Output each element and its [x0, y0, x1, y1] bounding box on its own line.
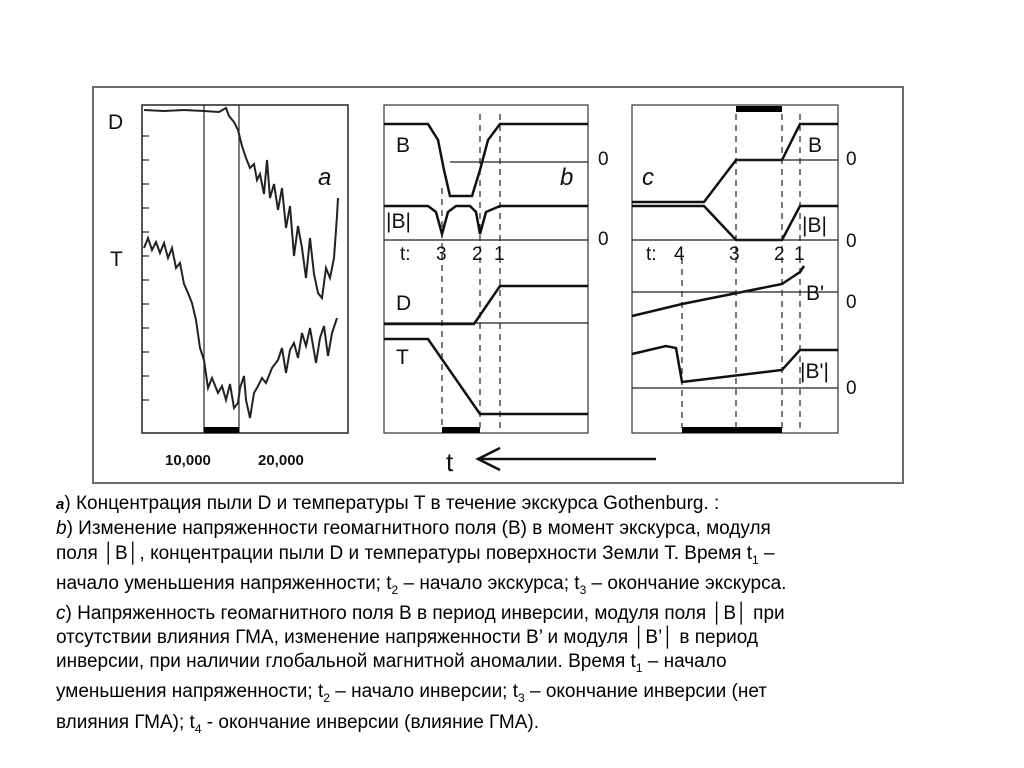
caption-b-sub1: 1	[752, 552, 759, 567]
panel-b-zero-1: 0	[598, 149, 609, 170]
caption-c-text-2a: отсутствии влияния ГМА, изменение напряженности B’ и модуля	[56, 627, 634, 649]
caption-b-text-2a: поля	[56, 542, 104, 564]
panel-a-xtick-1: 10,000	[165, 452, 211, 469]
panel-b-time-lines	[442, 114, 500, 428]
panel-c-zero-1: 0	[846, 149, 857, 170]
panel-b-label-t: T	[396, 346, 409, 369]
caption-b-abs: │B│	[103, 542, 140, 564]
panel-c-bprime-curve	[632, 266, 804, 316]
caption-c-letter: c	[56, 602, 66, 624]
panel-b-time-prefix: t:	[400, 244, 411, 265]
caption-c-sub4: 4	[194, 721, 202, 736]
panel-c-label-absbprime: |B'|	[800, 360, 829, 383]
panel-a-label-t: T	[110, 248, 123, 271]
panel-c-zero-3: 0	[846, 292, 857, 313]
panel-c-zero-4: 0	[846, 378, 857, 399]
panel-b-zero-2: 0	[598, 229, 609, 250]
time-arrow-label: t	[446, 447, 454, 477]
caption-line-b2	[56, 542, 956, 572]
caption-c-sub2: 2	[323, 691, 330, 706]
panel-c-letter: c	[642, 164, 654, 191]
caption-line-b1	[56, 517, 956, 541]
caption-a-text: ) Концентрация пыли D и температуры T в течение экскурса Gothenburg. :	[64, 493, 720, 514]
panel-c-label-bprime: B'	[806, 282, 825, 305]
caption-line-c4	[56, 680, 956, 710]
panel-b-t-curve	[384, 339, 588, 414]
panel-b-time-2: 2	[472, 244, 483, 265]
panel-c-time-prefix: t:	[646, 244, 657, 265]
panel-c-time-3: 3	[729, 244, 740, 265]
caption-c-text-4b: – начало инверсии; t	[329, 681, 519, 703]
caption-c-text-4a: уменьшения напряженности; t	[56, 681, 324, 703]
panel-b-time-1: 1	[494, 244, 505, 265]
caption-c-text-5b: - окончание инверсии (влияние ГМА).	[201, 711, 539, 733]
caption-b-text-3a: начало уменьшения напряженности; t	[56, 572, 392, 594]
caption-line-c1	[56, 602, 956, 626]
panel-b-b-curve	[384, 124, 588, 196]
caption-b-letter: b	[56, 518, 67, 540]
panel-a-d-curve	[144, 108, 338, 298]
caption-c-abs: │B│	[711, 602, 748, 624]
caption-line-c3	[56, 650, 956, 680]
caption	[56, 492, 956, 741]
caption-c-absprime: │B’│	[633, 627, 675, 649]
caption-c-text-4c: – окончание инверсии (нет	[524, 681, 767, 703]
caption-c-text-2b: в период	[674, 627, 759, 649]
caption-b-sub3: 3	[579, 582, 587, 597]
caption-c-text-3b: – начало	[642, 651, 727, 673]
caption-c-text-1a: ) Напряженность геомагнитного поля B в период инверсии, модуля поля	[65, 602, 712, 624]
panel-a	[108, 105, 348, 469]
panel-c	[632, 105, 857, 433]
panel-c-time-4: 4	[674, 244, 685, 265]
caption-c-text-1b: при	[747, 602, 785, 624]
panel-b-absb-curve	[384, 206, 588, 234]
panel-b-letter: b	[560, 164, 574, 191]
panel-c-label-b: B	[808, 134, 823, 157]
panel-c-time-1: 1	[794, 244, 805, 265]
caption-c-sub3: 3	[518, 691, 525, 706]
caption-b-sub2: 2	[391, 582, 399, 597]
panel-b-time-3: 3	[436, 244, 447, 265]
panel-c-label-absb: |B|	[802, 214, 827, 237]
caption-line-a	[56, 492, 956, 517]
time-arrow	[446, 447, 656, 477]
caption-c-sub1: 1	[635, 661, 643, 676]
caption-b-text-3c: – окончание экскурса.	[586, 572, 787, 594]
caption-c-text-3: инверсии, при наличии глобальной магнитной аномалии. Время t	[56, 651, 636, 673]
caption-c-text-5a: влияния ГМА); t	[56, 711, 195, 733]
caption-line-c5	[56, 711, 956, 741]
caption-b-text-2c: –	[758, 542, 775, 564]
panel-b	[384, 105, 609, 433]
caption-line-c2	[56, 626, 956, 650]
panel-b-label-b: B	[396, 134, 411, 157]
panel-b-box	[384, 105, 588, 433]
caption-line-b3	[56, 572, 956, 602]
panel-b-label-absb: |B|	[386, 210, 411, 233]
panel-a-ticks	[142, 136, 149, 400]
panel-b-label-d: D	[396, 292, 412, 315]
caption-b-text-3b: – начало экскурса; t	[398, 572, 580, 594]
panel-b-d-curve	[384, 286, 588, 324]
figure-svg	[94, 88, 902, 482]
panel-a-letter: a	[318, 164, 332, 191]
caption-a-letter: a	[56, 496, 65, 513]
caption-b-text-2b: , концентрации пыли D и температуры поверхности Земли T. Время t	[139, 542, 753, 564]
panel-a-label-d: D	[108, 111, 124, 134]
figure-frame	[92, 86, 904, 484]
caption-b-text-1: ) Изменение напряженности геомагнитного поля (B) в момент экскурса, модуля	[66, 518, 771, 540]
panel-c-time-2: 2	[774, 244, 785, 265]
panel-a-xtick-2: 20,000	[258, 452, 304, 469]
panel-c-zero-2: 0	[846, 231, 857, 252]
